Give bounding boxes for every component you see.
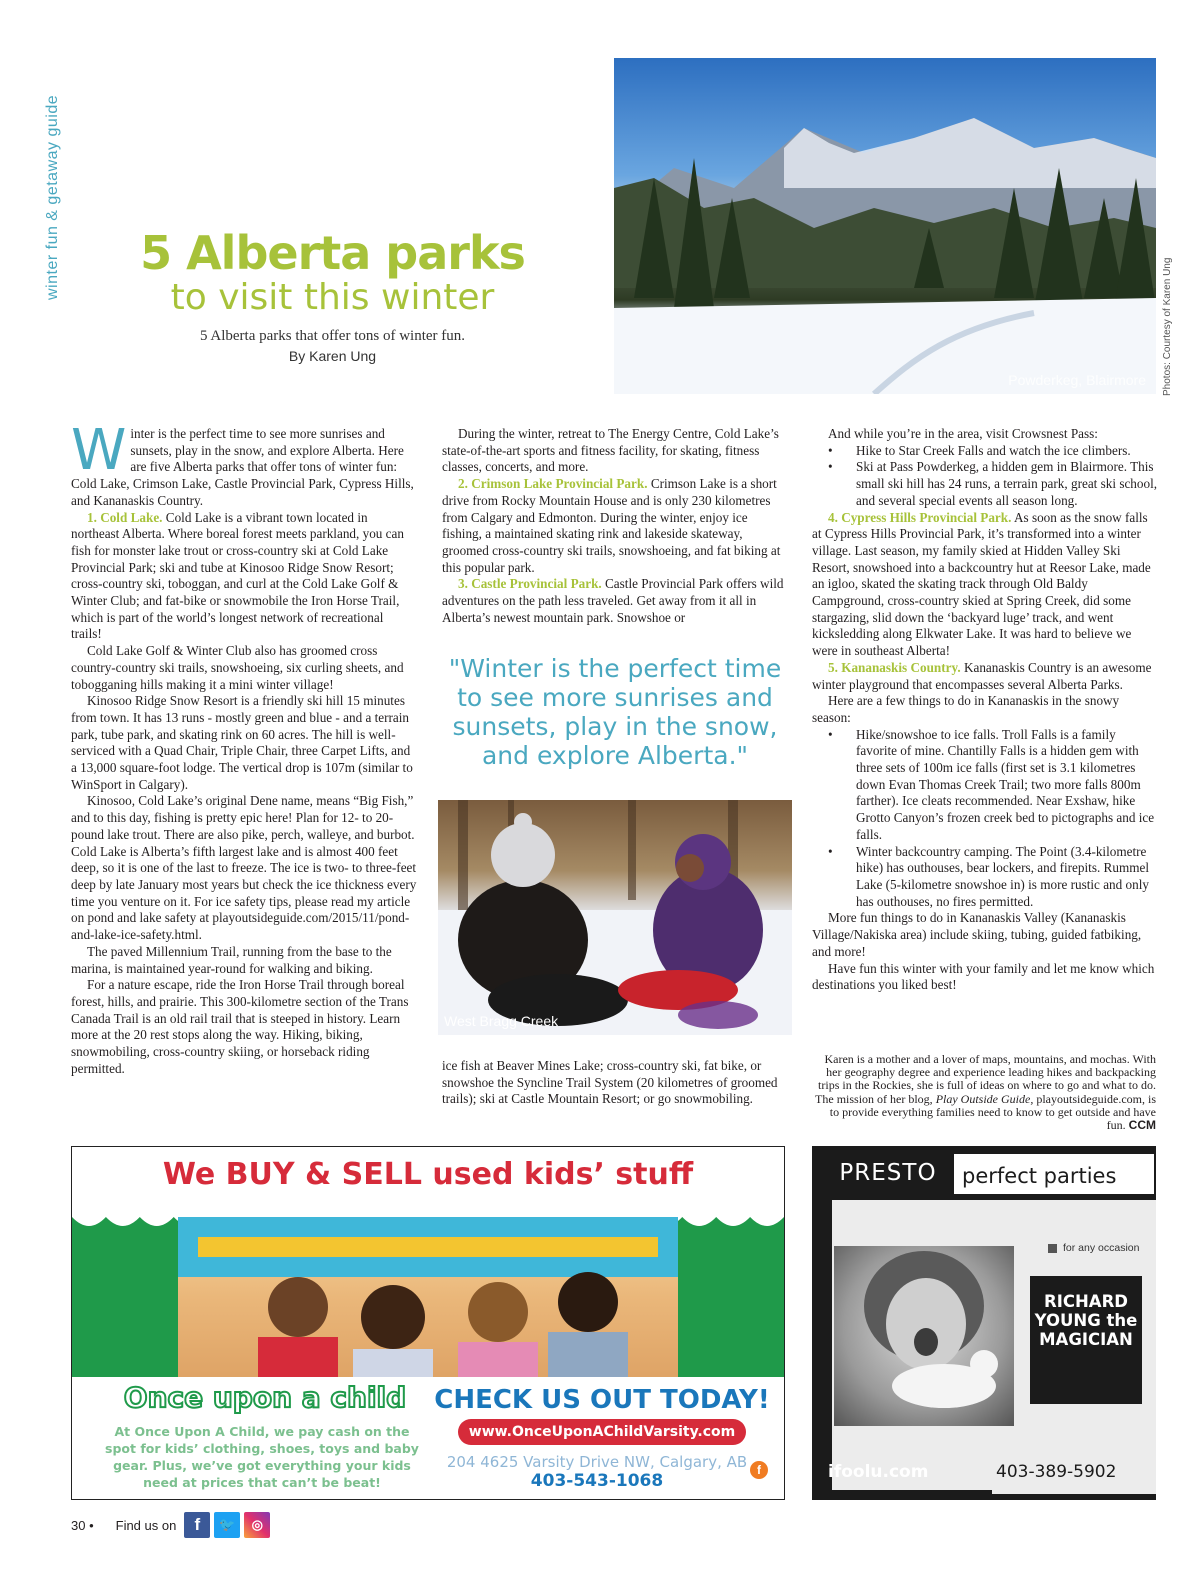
body-paragraph: Here are a few things to do in Kananaskis in the snowy season: (812, 693, 1120, 725)
presto-tagline: perfect parties (962, 1164, 1117, 1188)
body-paragraph: Have fun this winter with your family and let me know which destinations you liked best! (812, 960, 1155, 993)
body-paragraph: Kinosoo, Cold Lake’s original Dene name, means “Big Fish,” and to this day, fishing is pretty epic here! Plan for 12- to 20-pound lake trout. There are also pike, perch, walleye, and burbot. Cold Lake is Alberta’s fifth largest lake and is almost 400 feet deep, so it is one of the last to freeze. The ice is two- to three-feet deep by late January most years but check the ice thickness every time you venture on it. For ice safety tips, please read my article on pond and lake safety at playoutsideguide.com/2015/11/pond-and-lake-ice-safety.html. (71, 793, 417, 943)
cypress-hills-paragraph (812, 510, 1158, 660)
bio-text-end: playoutsideguide.com, is to provide everything families need to know to get outside and have fun. (829, 1091, 1156, 1133)
kananaskis-text: Kananaskis Country is an awesome winter playground that encompasses several Alberta Parks. (812, 659, 1152, 692)
presto-occasion-text: for any occasion (1063, 1242, 1140, 1254)
instagram-icon[interactable]: ◎ (244, 1512, 270, 1538)
crowsnest-list (812, 443, 1158, 510)
article-dek: 5 Alberta parks that offer tons of winter fun. (199, 327, 466, 344)
article-column-2 (442, 426, 788, 626)
article-title: 5 Alberta parks (140, 226, 525, 280)
body-paragraph: ice fish at Beaver Mines Lake; cross-country ski, fat bike, or snowshoe the Syncline Trail System (20 kilometres of groomed trails); ski at Castle Mountain Resort; or go snowmobiling. (442, 1058, 778, 1107)
page-number: 30 • (71, 1517, 94, 1533)
presto-child-photo (834, 1246, 1014, 1426)
article-column-3 (812, 426, 1158, 994)
ad-once-upon-a-child[interactable] (71, 1146, 785, 1500)
child-with-dove-illustration (834, 1246, 1014, 1426)
article-subtitle: to visit this winter (170, 276, 495, 318)
hero-photo-caption: Powderkeg, Blairmore (1008, 372, 1146, 388)
park-heading-crimson-lake: 2. Crimson Lake Provincial Park. (458, 476, 648, 492)
square-bullet-icon (1048, 1244, 1057, 1253)
ad-cta: CHECK US OUT TODAY! (434, 1385, 770, 1415)
blog-name: Play Outside Guide, (935, 1091, 1034, 1106)
publication-signature: CCM (1128, 1118, 1156, 1133)
crimson-lake-paragraph (442, 476, 788, 576)
list-item: • Hike to Star Creek Falls and watch the ice climbers. (856, 443, 1158, 460)
body-paragraph: More fun things to do in Kananaskis Valley (Kananaskis Village/Nakiska area) include skiing, tubing, guided fatbiking, and more! (812, 910, 1142, 959)
once-upon-a-child-logo: Once upon a child (123, 1381, 407, 1414)
mountain-scene-illustration (614, 58, 1156, 394)
crimson-lake-text: Crimson Lake is a short drive from Rocky Mountain House and is only 230 kilometres from Calgary and Edmonton. During the winter, enjoy ice fishing, a maintained skating rink and lakeside skateway, groomed cross-country ski trails, snowshoeing, and fat biking at this popular park. (442, 476, 781, 575)
ad-url-link[interactable]: www.OnceUponAChildVarsity.com (458, 1419, 746, 1445)
park-heading-cypress-hills: 4. Cypress Hills Provincial Park. (828, 509, 1012, 525)
body-paragraph: During the winter, retreat to The Energy Centre, Cold Lake’s state-of-the-art sports and fitness facility, for skating, fitness classes, concerts, and more. (442, 426, 779, 475)
page-footer (71, 1511, 274, 1539)
kids-photo-caption: West Bragg Creek (444, 1013, 559, 1029)
body-paragraph: For a nature escape, ride the Iron Horse Trail through boreal forest, hills, and prairie. This 300-kilometre section of the Trans Canada Trail is an old rail trail that is steeped in history. Learn more at the 20 rest stops along the way. Hiking, biking, snowmobiling, cross-country skiing, or horseback riding permitted. (71, 977, 409, 1076)
photo-credit: Photos: Courtesy of Karen Ung (1162, 257, 1173, 396)
body-paragraph: The paved Millennium Trail, running from the base to the marina, is maintained year-round for walking and biking. (71, 943, 392, 976)
pull-quote: "Winter is the perfect time to see more sunrises and sunsets, play in the snow, and explore Alberta." (448, 654, 782, 770)
list-item: • Ski at Pass Powderkeg, a hidden gem in Blairmore. This small ski hill has 24 runs, a terrain park, great ski school, and several special events all season long. (856, 459, 1158, 509)
kids-snow-photo (438, 800, 792, 1035)
author-bio (812, 1053, 1156, 1132)
hero-photo-mountains (614, 58, 1156, 394)
article-title-block (80, 228, 585, 364)
intro-text: inter is the perfect time to see more sunrises and sunsets, play in the snow, and explore Alberta. Here are five Alberta parks that offer tons of winter fun: Cold Lake, Crimson Lake, Castle Provincial Park, Cypress Hills, and Kananaskis Country. (71, 426, 414, 508)
article-column-2-continued (442, 1058, 788, 1108)
presto-magician-name: RICHARD YOUNG the MAGICIAN (1030, 1276, 1142, 1404)
body-paragraph: Kinosoo Ridge Snow Resort is a friendly ski hill 15 minutes from town. It has 13 runs - mostly green and blue - and a terrain park, tube park, and skating rink on 60 acres. The hill is well-serviced with a Quad Chair, Triple Chair, three Carpet Lifts, and a 13,000 square-foot lodge. The vertical drop is 107m (similar to WinSport in Calgary). (71, 693, 413, 792)
kananaskis-list (812, 727, 1158, 911)
castle-text: Castle Provincial Park offers wild adventures on the path less traveled. Get away from it all in Alberta’s newest mountain park. Snowshoe or (442, 576, 784, 625)
kids-in-snow-illustration (438, 800, 792, 1035)
facebook-icon[interactable]: f (750, 1461, 768, 1479)
presto-website[interactable]: ifoolu.com (828, 1462, 929, 1482)
article-column-1 (71, 418, 417, 1077)
ad-presto-parties[interactable] (812, 1146, 1156, 1500)
presto-wordmark: PRESTO (839, 1160, 937, 1186)
twitter-icon[interactable]: 🐦 (214, 1512, 240, 1538)
intro-paragraph (71, 418, 417, 510)
castle-paragraph (442, 576, 788, 626)
drop-cap: W (71, 418, 127, 483)
cold-lake-paragraph (71, 510, 417, 644)
bio-text: Karen is a mother and a lover of maps, mountains, and mochas. With her geography degree and experience leading hikes and backpacking trips in the Rockies, she is full of ideas on where to go and what to do. The mission of her blog, (815, 1052, 1156, 1106)
facebook-icon[interactable]: f (184, 1512, 210, 1538)
kananaskis-paragraph (812, 660, 1158, 693)
ad-phone: 403-543-1068 (530, 1471, 664, 1491)
park-heading-castle: 3. Castle Provincial Park. (458, 576, 602, 592)
list-item: • Winter backcountry camping. The Point (3.4-kilometre hike) has outhouses, bear lockers, and firepits. Rummel Lake (5-kilometre snowshoe in) is more rustic and only has outhouses, no fires permitted. (856, 844, 1158, 911)
body-paragraph: And while you’re in the area, visit Crowsnest Pass: (828, 426, 1098, 441)
ad-address: 204 4625 Varsity Drive NW, Calgary, AB (446, 1453, 748, 1471)
ad-blurb: At Once Upon A Child, we pay cash on the spot for kids’ clothing, shoes, toys and baby gear. Plus, we’ve got everything your kids need at prices that can’t be beat! (105, 1424, 419, 1490)
presto-occasion (1048, 1242, 1139, 1254)
article-byline: By Karen Ung (288, 347, 377, 364)
park-heading-kananaskis: 5. Kananaskis Country. (828, 659, 961, 675)
park-heading-cold-lake: 1. Cold Lake. (87, 509, 163, 525)
cold-lake-text: Cold Lake is a vibrant town located in northeast Alberta. Where boreal forest meets parkland, you can fish for monster lake trout or cross-country ski at Cold Lake Provincial Park; ski and tube at Kinosoo Ridge Snow Resort; cross-country ski, toboggan, and curl at the Cold Lake Golf & Winter Club; and fat-bike or snowmobile the Iron Horse Trail, which is part of the world’s longest network of recreational trails! (71, 509, 404, 642)
find-us-label: Find us on (115, 1517, 177, 1533)
cypress-hills-text: As soon as the snow falls at Cypress Hills Provincial Park, it’s transformed into a winter village. Last season, my family skied at Hidden Valley Ski Resort, snowshoed into a backcountry hut at Reesor Lake, made an igloo, skated the skating track through Old Baldy Campground, cross-country skied at Spring Creek, did some stargazing, slid down the ‘backyard luge’ track, and went kicksledding along Elkwater Lake. It was hard to believe we were in southeast Alberta! (812, 509, 1151, 659)
presto-phone: 403-389-5902 (996, 1462, 1117, 1482)
section-label: winter fun & getaway guide (44, 94, 61, 300)
list-item: • Hike/snowshoe to ice falls. Troll Falls is a family favorite of mine. Chantilly Falls is a hidden gem with three sets of 100m ice falls (first set is 3.1 kilometres down Evan Thomas Creek Trail; two more falls 800m farther). Ice cleats recommended. Near Exshaw, hike Grotto Canyon’s frozen creek bed to pictographs and ice falls. (856, 727, 1158, 844)
ad-headline: We BUY & SELL used kids’ stuff (162, 1157, 694, 1192)
body-paragraph: Cold Lake Golf & Winter Club also has groomed cross country-country ski trails, snowshoeing, six curling sheets, and tobogganing hills making it a mini winter village! (71, 643, 404, 692)
